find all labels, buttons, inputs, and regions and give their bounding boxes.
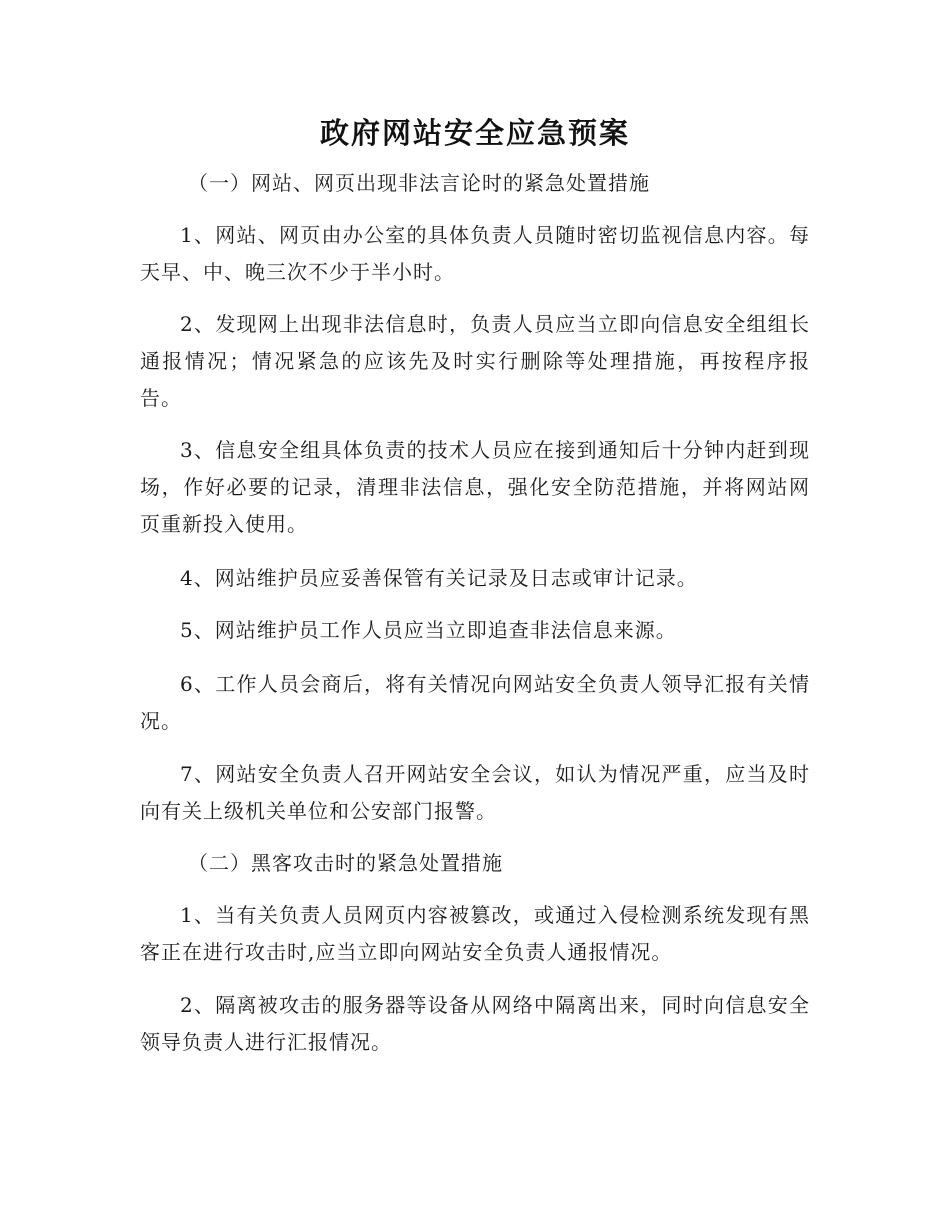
paragraph-2-2: 2、隔离被攻击的服务器等设备从网络中隔离出来，同时向信息安全领导负责人进行汇报情况。	[140, 993, 810, 1054]
paragraph-1-1: 1、网站、网页由办公室的具体负责人员随时密切监视信息内容。每天早、中、晚三次不少于半小时。	[140, 223, 810, 284]
paragraph-1-5: 5、网站维护员工作人员应当立即追查非法信息来源。	[180, 618, 677, 642]
paragraph-2-1: 1、当有关负责人员网页内容被篡改，或通过入侵检测系统发现有黑客正在进行攻击时,应当立即向网站安全负责人通报情况。	[140, 903, 810, 964]
paragraph-1-2: 2、发现网上出现非法信息时，负责人员应当立即向信息安全组组长通报情况；情况紧急的应该先及时实行删除等处理措施，再按程序报告。	[140, 312, 810, 410]
paragraph-1-6: 6、工作人员会商后，将有关情况向网站安全负责人领导汇报有关情况。	[140, 672, 810, 733]
paragraph-1-7: 7、网站安全负责人召开网站安全会议，如认为情况严重，应当及时向有关上级机关单位和公安部门报警。	[140, 762, 810, 823]
paragraph-1-4: 4、网站维护员应妥善保管有关记录及日志或审计记录。	[180, 566, 698, 590]
paragraph-1-3: 3、信息安全组具体负责的技术人员应在接到通知后十分钟内赶到现场，作好必要的记录，清理非法信息，强化安全防范措施，并将网站网页重新投入使用。	[140, 438, 810, 536]
document-title: 政府网站安全应急预案	[319, 116, 630, 150]
section-heading-2: （二）黑客攻击时的紧急处置措施	[188, 851, 503, 875]
section-heading-1: （一）网站、网页出现非法言论时的紧急处置措施	[188, 171, 650, 195]
